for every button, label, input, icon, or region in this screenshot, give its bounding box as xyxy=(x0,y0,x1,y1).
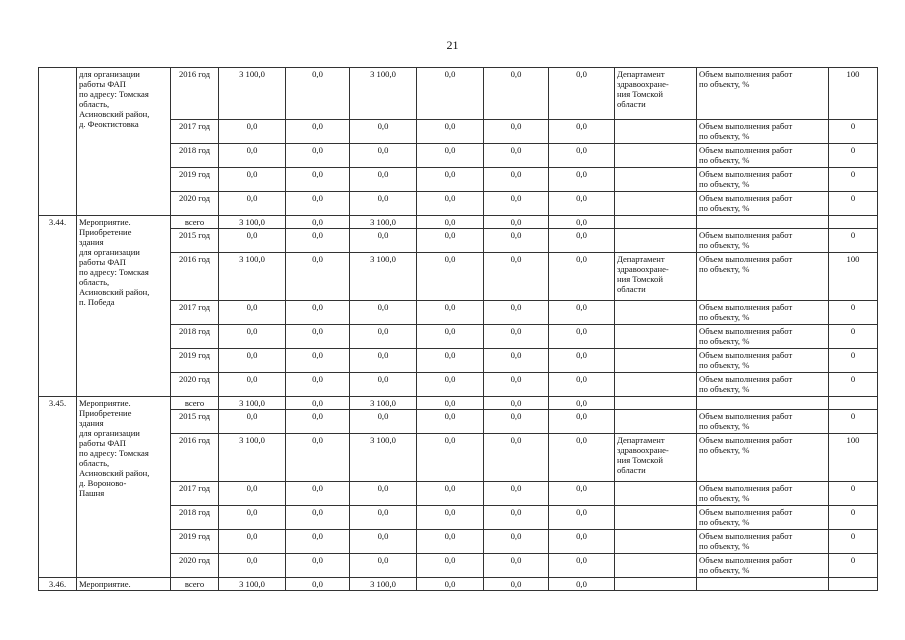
amount-cell: 0,0 xyxy=(350,168,417,192)
indicator-cell xyxy=(697,410,829,434)
cell-line: по объекту, % xyxy=(699,445,750,455)
target-value-cell: 100 xyxy=(829,253,878,301)
cell-line: Объем выполнения работ xyxy=(699,531,793,541)
cell-line: здравоохране- xyxy=(617,264,669,274)
cell-line: по объекту, % xyxy=(699,131,750,141)
amount-cell: 0,0 xyxy=(484,144,549,168)
target-value-cell: 0 xyxy=(829,120,878,144)
cell-line: по объекту, % xyxy=(699,360,750,370)
amount-cell: 0,0 xyxy=(286,530,350,554)
amount-cell: 0,0 xyxy=(549,301,615,325)
amount-cell: 0,0 xyxy=(417,192,484,216)
period-cell: 2018 год xyxy=(171,506,219,530)
amount-cell: 0,0 xyxy=(219,120,286,144)
amount-cell: 0,0 xyxy=(417,216,484,229)
target-value-cell: 0 xyxy=(829,373,878,397)
department-cell xyxy=(615,168,697,192)
amount-cell: 0,0 xyxy=(549,144,615,168)
period-cell: 2020 год xyxy=(171,192,219,216)
cell-line: по объекту, % xyxy=(699,312,750,322)
cell-line: по объекту, % xyxy=(699,517,750,527)
amount-cell: 0,0 xyxy=(549,325,615,349)
amount-cell: 0,0 xyxy=(286,120,350,144)
cell-line: по адресу: Томская xyxy=(79,448,149,458)
amount-cell: 0,0 xyxy=(350,373,417,397)
amount-cell: 0,0 xyxy=(286,506,350,530)
indicator-cell xyxy=(697,506,829,530)
cell-line: Объем выполнения работ xyxy=(699,326,793,336)
indicator-cell xyxy=(697,144,829,168)
amount-cell: 0,0 xyxy=(219,144,286,168)
amount-cell: 0,0 xyxy=(417,120,484,144)
amount-cell: 0,0 xyxy=(417,168,484,192)
amount-cell: 0,0 xyxy=(484,530,549,554)
amount-cell: 0,0 xyxy=(286,301,350,325)
table-row xyxy=(39,68,878,120)
target-value-cell: 0 xyxy=(829,410,878,434)
amount-cell: 3 100,0 xyxy=(350,216,417,229)
department-cell xyxy=(615,554,697,578)
amount-cell: 0,0 xyxy=(286,482,350,506)
amount-cell: 3 100,0 xyxy=(219,434,286,482)
cell-line: Объем выполнения работ xyxy=(699,230,793,240)
amount-cell: 3 100,0 xyxy=(350,253,417,301)
cell-line: Объем выполнения работ xyxy=(699,145,793,155)
amount-cell: 0,0 xyxy=(549,373,615,397)
cell-line: работы ФАП xyxy=(79,79,127,89)
cell-line: по объекту, % xyxy=(699,384,750,394)
cell-line: по объекту, % xyxy=(699,79,750,89)
amount-cell: 0,0 xyxy=(219,168,286,192)
period-cell: 2019 год xyxy=(171,168,219,192)
cell-line: по объекту, % xyxy=(699,203,750,213)
department-cell xyxy=(615,253,697,301)
cell-line: Департамент xyxy=(617,435,665,445)
indicator-cell xyxy=(697,530,829,554)
cell-line: Объем выполнения работ xyxy=(699,169,793,179)
amount-cell: 0,0 xyxy=(219,349,286,373)
amount-cell: 0,0 xyxy=(417,373,484,397)
amount-cell: 0,0 xyxy=(549,578,615,591)
indicator-cell xyxy=(697,397,829,410)
cell-line: Мероприятие. xyxy=(79,579,131,589)
period-cell: 2018 год xyxy=(171,325,219,349)
cell-line: работы ФАП xyxy=(79,438,127,448)
amount-cell: 3 100,0 xyxy=(219,578,286,591)
amount-cell: 0,0 xyxy=(219,530,286,554)
amount-cell: 0,0 xyxy=(484,410,549,434)
cell-line: Объем выполнения работ xyxy=(699,483,793,493)
cell-line: по адресу: Томская xyxy=(79,267,149,277)
cell-line: д. Вороново- xyxy=(79,478,127,488)
cell-line: Асиновский район, xyxy=(79,468,150,478)
amount-cell: 0,0 xyxy=(484,168,549,192)
cell-line: области xyxy=(617,465,646,475)
cell-line: ния Томской xyxy=(617,89,663,99)
amount-cell: 0,0 xyxy=(286,397,350,410)
cell-line: здания xyxy=(79,418,104,428)
cell-line: Асиновский район, xyxy=(79,109,150,119)
target-value-cell: 100 xyxy=(829,68,878,120)
amount-cell: 0,0 xyxy=(286,325,350,349)
cell-line: п. Победа xyxy=(79,297,115,307)
amount-cell: 0,0 xyxy=(417,506,484,530)
amount-cell: 0,0 xyxy=(286,168,350,192)
cell-line: по объекту, % xyxy=(699,421,750,431)
amount-cell: 0,0 xyxy=(417,434,484,482)
period-cell: 2019 год xyxy=(171,349,219,373)
indicator-cell xyxy=(697,434,829,482)
cell-line: Мероприятие. xyxy=(79,398,131,408)
cell-line: Объем выполнения работ xyxy=(699,374,793,384)
amount-cell: 0,0 xyxy=(484,397,549,410)
department-cell xyxy=(615,506,697,530)
department-cell xyxy=(615,229,697,253)
target-value-cell: 0 xyxy=(829,530,878,554)
amount-cell: 0,0 xyxy=(549,482,615,506)
amount-cell: 0,0 xyxy=(286,216,350,229)
period-cell: 2020 год xyxy=(171,554,219,578)
amount-cell: 3 100,0 xyxy=(219,253,286,301)
amount-cell: 0,0 xyxy=(417,530,484,554)
amount-cell: 0,0 xyxy=(484,482,549,506)
period-cell: 2016 год xyxy=(171,68,219,120)
cell-line: д. Феоктистовка xyxy=(79,119,139,129)
amount-cell: 0,0 xyxy=(219,506,286,530)
period-cell: 2016 год xyxy=(171,434,219,482)
amount-cell: 0,0 xyxy=(219,373,286,397)
page-number: 21 xyxy=(446,38,459,52)
amount-cell: 0,0 xyxy=(417,253,484,301)
department-cell xyxy=(615,434,697,482)
amount-cell: 0,0 xyxy=(549,120,615,144)
period-cell: 2016 год xyxy=(171,253,219,301)
cell-line: по объекту, % xyxy=(699,541,750,551)
amount-cell: 0,0 xyxy=(549,434,615,482)
amount-cell: 0,0 xyxy=(350,120,417,144)
amount-cell: 0,0 xyxy=(417,397,484,410)
amount-cell: 0,0 xyxy=(549,216,615,229)
item-name xyxy=(77,397,171,578)
cell-line: по объекту, % xyxy=(699,565,750,575)
department-cell xyxy=(615,349,697,373)
period-cell: 2020 год xyxy=(171,373,219,397)
amount-cell: 0,0 xyxy=(417,144,484,168)
target-value-cell: 0 xyxy=(829,144,878,168)
cell-line: Объем выполнения работ xyxy=(699,193,793,203)
cell-line: Объем выполнения работ xyxy=(699,411,793,421)
amount-cell: 0,0 xyxy=(484,216,549,229)
amount-cell: 0,0 xyxy=(417,229,484,253)
department-cell xyxy=(615,68,697,120)
cell-line: область, xyxy=(79,458,110,468)
amount-cell: 0,0 xyxy=(549,410,615,434)
period-cell: 2017 год xyxy=(171,120,219,144)
cell-line: Департамент xyxy=(617,69,665,79)
target-value-cell xyxy=(829,578,878,591)
amount-cell: 0,0 xyxy=(549,168,615,192)
cell-line: ния Томской xyxy=(617,455,663,465)
target-value-cell: 0 xyxy=(829,229,878,253)
amount-cell: 3 100,0 xyxy=(350,397,417,410)
cell-line: Пашня xyxy=(79,488,105,498)
amount-cell: 0,0 xyxy=(219,192,286,216)
amount-cell: 3 100,0 xyxy=(219,216,286,229)
department-cell xyxy=(615,578,697,591)
department-cell xyxy=(615,373,697,397)
cell-line: Объем выполнения работ xyxy=(699,435,793,445)
amount-cell: 0,0 xyxy=(286,410,350,434)
amount-cell: 0,0 xyxy=(549,530,615,554)
program-table xyxy=(38,67,878,591)
item-name xyxy=(77,68,171,216)
amount-cell: 0,0 xyxy=(350,229,417,253)
amount-cell: 0,0 xyxy=(484,229,549,253)
department-cell xyxy=(615,301,697,325)
cell-line: для организации xyxy=(79,428,140,438)
cell-line: здравоохране- xyxy=(617,79,669,89)
amount-cell: 0,0 xyxy=(219,554,286,578)
item-number: 3.45. xyxy=(39,397,77,578)
amount-cell: 3 100,0 xyxy=(350,434,417,482)
indicator-cell xyxy=(697,68,829,120)
cell-line: по объекту, % xyxy=(699,155,750,165)
department-cell xyxy=(615,216,697,229)
amount-cell: 0,0 xyxy=(417,68,484,120)
amount-cell: 0,0 xyxy=(350,349,417,373)
amount-cell: 0,0 xyxy=(549,349,615,373)
target-value-cell: 0 xyxy=(829,506,878,530)
amount-cell: 0,0 xyxy=(417,349,484,373)
amount-cell: 0,0 xyxy=(286,68,350,120)
amount-cell: 0,0 xyxy=(350,301,417,325)
indicator-cell xyxy=(697,192,829,216)
department-cell xyxy=(615,325,697,349)
amount-cell: 0,0 xyxy=(549,506,615,530)
item-number: 3.44. xyxy=(39,216,77,397)
cell-line: Объем выполнения работ xyxy=(699,555,793,565)
target-value-cell xyxy=(829,397,878,410)
indicator-cell xyxy=(697,229,829,253)
cell-line: Асиновский район, xyxy=(79,287,150,297)
amount-cell: 0,0 xyxy=(417,301,484,325)
amount-cell: 0,0 xyxy=(219,482,286,506)
amount-cell: 0,0 xyxy=(286,578,350,591)
cell-line: здания xyxy=(79,237,104,247)
table-row xyxy=(39,216,878,229)
amount-cell: 0,0 xyxy=(286,554,350,578)
item-name xyxy=(77,578,171,591)
period-cell: 2019 год xyxy=(171,530,219,554)
amount-cell: 0,0 xyxy=(549,229,615,253)
cell-line: по объекту, % xyxy=(699,240,750,250)
indicator-cell xyxy=(697,168,829,192)
cell-line: Приобретение xyxy=(79,408,132,418)
amount-cell: 3 100,0 xyxy=(219,68,286,120)
amount-cell: 0,0 xyxy=(484,301,549,325)
target-value-cell: 0 xyxy=(829,554,878,578)
period-cell: всего xyxy=(171,397,219,410)
cell-line: для организации xyxy=(79,69,140,79)
target-value-cell: 0 xyxy=(829,482,878,506)
period-cell: 2017 год xyxy=(171,301,219,325)
amount-cell: 0,0 xyxy=(549,554,615,578)
amount-cell: 0,0 xyxy=(417,325,484,349)
amount-cell: 0,0 xyxy=(484,253,549,301)
cell-line: Объем выполнения работ xyxy=(699,350,793,360)
amount-cell: 0,0 xyxy=(484,325,549,349)
amount-cell: 0,0 xyxy=(549,68,615,120)
indicator-cell xyxy=(697,325,829,349)
indicator-cell xyxy=(697,253,829,301)
amount-cell: 0,0 xyxy=(350,144,417,168)
department-cell xyxy=(615,482,697,506)
amount-cell: 0,0 xyxy=(350,410,417,434)
department-cell xyxy=(615,120,697,144)
amount-cell: 0,0 xyxy=(286,144,350,168)
target-value-cell: 0 xyxy=(829,325,878,349)
period-cell: всего xyxy=(171,216,219,229)
target-value-cell: 0 xyxy=(829,301,878,325)
cell-line: по объекту, % xyxy=(699,179,750,189)
amount-cell: 0,0 xyxy=(286,253,350,301)
target-value-cell: 0 xyxy=(829,168,878,192)
department-cell xyxy=(615,144,697,168)
department-cell xyxy=(615,530,697,554)
amount-cell: 0,0 xyxy=(484,373,549,397)
department-cell xyxy=(615,397,697,410)
cell-line: область, xyxy=(79,277,110,287)
amount-cell: 0,0 xyxy=(484,68,549,120)
target-value-cell: 0 xyxy=(829,192,878,216)
cell-line: по объекту, % xyxy=(699,264,750,274)
amount-cell: 0,0 xyxy=(484,554,549,578)
amount-cell: 0,0 xyxy=(286,192,350,216)
amount-cell: 3 100,0 xyxy=(350,578,417,591)
cell-line: Объем выполнения работ xyxy=(699,302,793,312)
amount-cell: 0,0 xyxy=(286,373,350,397)
indicator-cell xyxy=(697,373,829,397)
cell-line: по объекту, % xyxy=(699,336,750,346)
target-value-cell: 100 xyxy=(829,434,878,482)
indicator-cell xyxy=(697,482,829,506)
cell-line: здравоохране- xyxy=(617,445,669,455)
amount-cell: 0,0 xyxy=(484,578,549,591)
amount-cell: 0,0 xyxy=(549,397,615,410)
amount-cell: 3 100,0 xyxy=(350,68,417,120)
cell-line: область, xyxy=(79,99,110,109)
indicator-cell xyxy=(697,301,829,325)
amount-cell: 0,0 xyxy=(484,349,549,373)
amount-cell: 3 100,0 xyxy=(219,397,286,410)
period-cell: 2015 год xyxy=(171,229,219,253)
amount-cell: 0,0 xyxy=(219,410,286,434)
amount-cell: 0,0 xyxy=(549,253,615,301)
cell-line: Объем выполнения работ xyxy=(699,254,793,264)
cell-line: Объем выполнения работ xyxy=(699,121,793,131)
indicator-cell xyxy=(697,349,829,373)
amount-cell: 0,0 xyxy=(350,530,417,554)
amount-cell: 0,0 xyxy=(286,349,350,373)
cell-line: по объекту, % xyxy=(699,493,750,503)
target-value-cell: 0 xyxy=(829,349,878,373)
amount-cell: 0,0 xyxy=(417,554,484,578)
cell-line: работы ФАП xyxy=(79,257,127,267)
amount-cell: 0,0 xyxy=(286,434,350,482)
period-cell: 2015 год xyxy=(171,410,219,434)
amount-cell: 0,0 xyxy=(350,506,417,530)
amount-cell: 0,0 xyxy=(350,482,417,506)
period-cell: всего xyxy=(171,578,219,591)
amount-cell: 0,0 xyxy=(219,301,286,325)
period-cell: 2018 год xyxy=(171,144,219,168)
indicator-cell xyxy=(697,578,829,591)
department-cell xyxy=(615,410,697,434)
indicator-cell xyxy=(697,120,829,144)
department-cell xyxy=(615,192,697,216)
cell-line: для организации xyxy=(79,247,140,257)
amount-cell: 0,0 xyxy=(549,192,615,216)
amount-cell: 0,0 xyxy=(484,120,549,144)
cell-line: ния Томской xyxy=(617,274,663,284)
cell-line: области xyxy=(617,284,646,294)
amount-cell: 0,0 xyxy=(484,434,549,482)
period-cell: 2017 год xyxy=(171,482,219,506)
amount-cell: 0,0 xyxy=(417,482,484,506)
cell-line: Мероприятие. xyxy=(79,217,131,227)
amount-cell: 0,0 xyxy=(219,325,286,349)
table-row xyxy=(39,397,878,410)
cell-line: по адресу: Томская xyxy=(79,89,149,99)
amount-cell: 0,0 xyxy=(417,578,484,591)
cell-line: Департамент xyxy=(617,254,665,264)
indicator-cell xyxy=(697,216,829,229)
item-number xyxy=(39,68,77,216)
amount-cell: 0,0 xyxy=(484,192,549,216)
amount-cell: 0,0 xyxy=(286,229,350,253)
cell-line: Объем выполнения работ xyxy=(699,507,793,517)
table-row xyxy=(39,578,878,591)
item-name xyxy=(77,216,171,397)
amount-cell: 0,0 xyxy=(484,506,549,530)
amount-cell: 0,0 xyxy=(350,325,417,349)
cell-line: области xyxy=(617,99,646,109)
amount-cell: 0,0 xyxy=(417,410,484,434)
amount-cell: 0,0 xyxy=(350,554,417,578)
cell-line: Приобретение xyxy=(79,227,132,237)
amount-cell: 0,0 xyxy=(219,229,286,253)
cell-line: Объем выполнения работ xyxy=(699,69,793,79)
amount-cell: 0,0 xyxy=(350,192,417,216)
target-value-cell xyxy=(829,216,878,229)
indicator-cell xyxy=(697,554,829,578)
item-number: 3.46. xyxy=(39,578,77,591)
